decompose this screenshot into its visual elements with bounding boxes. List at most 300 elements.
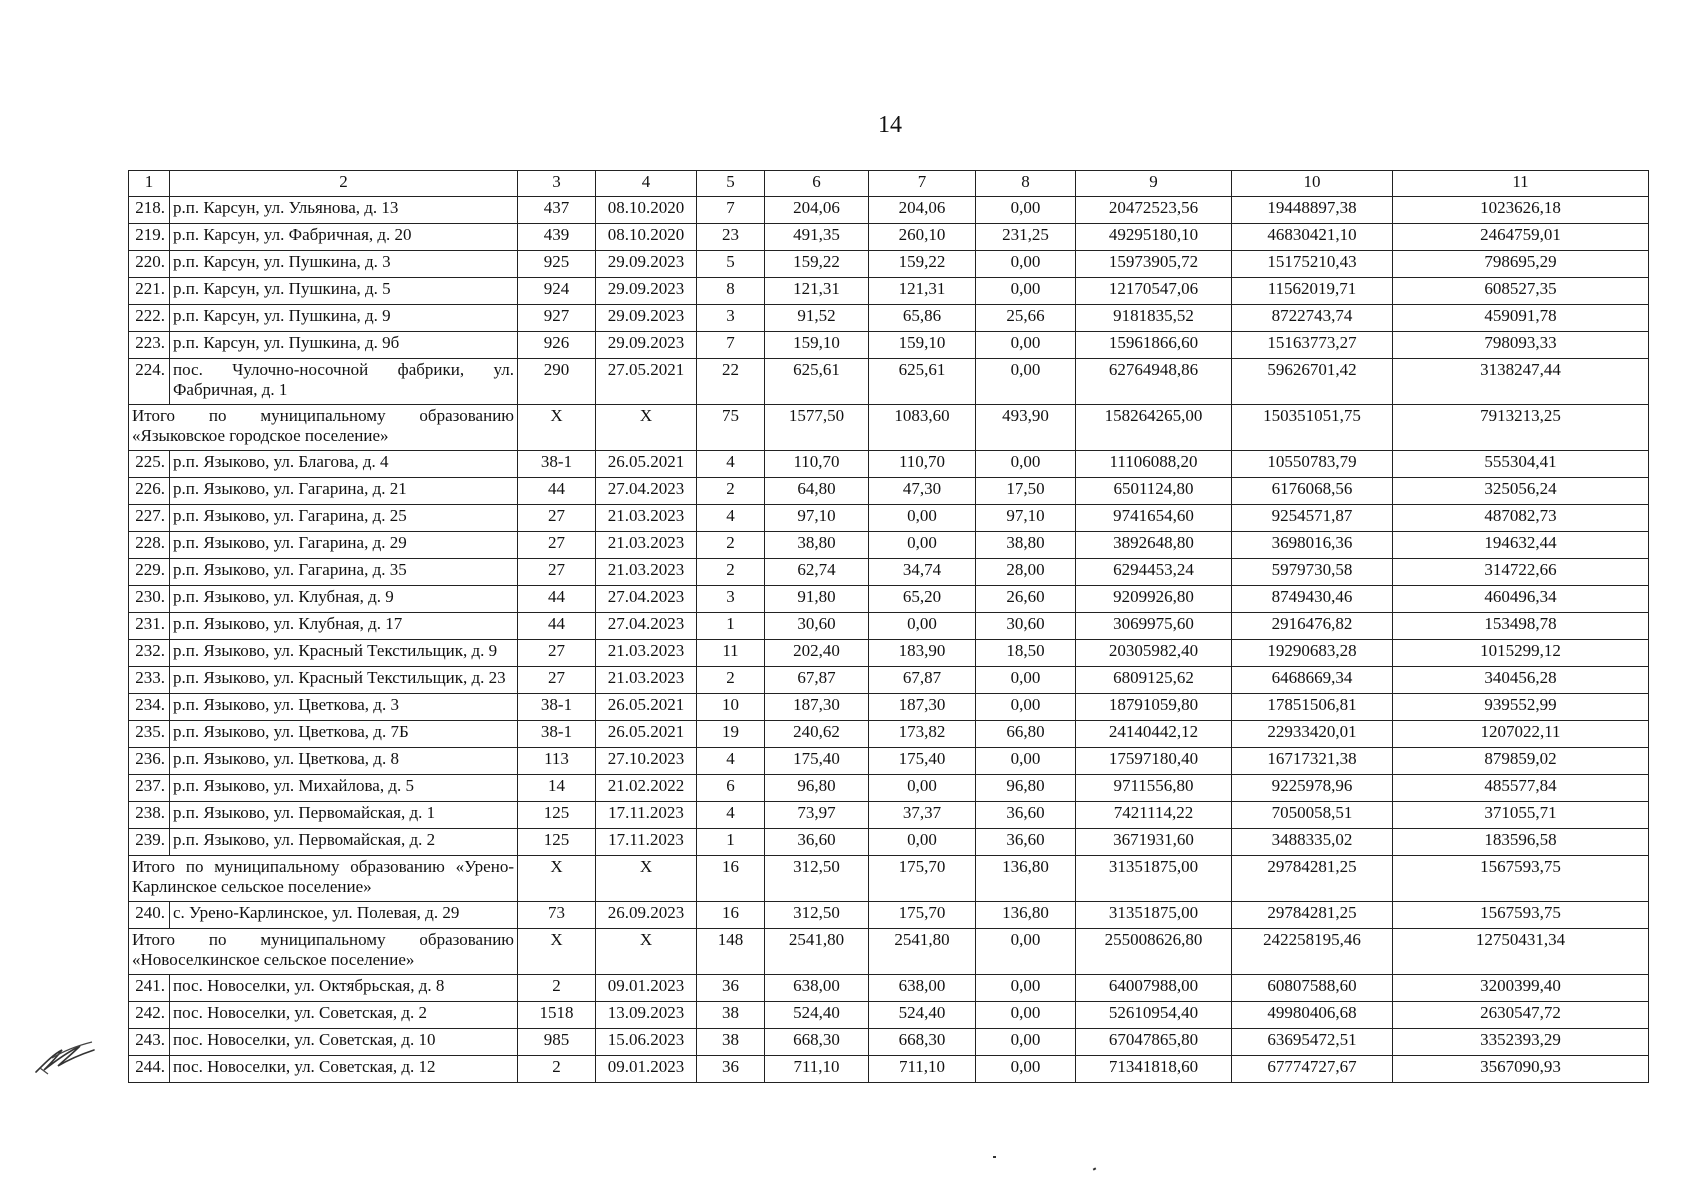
table-cell: 30,60 xyxy=(976,613,1076,640)
table-cell: 1567593,75 xyxy=(1393,856,1649,902)
table-row xyxy=(129,902,1649,929)
subtotal-label: Итого по муниципальному образованию «Языковское городское поселение» xyxy=(129,405,518,451)
table-cell: 2464759,01 xyxy=(1393,224,1649,251)
table-cell: 0,00 xyxy=(976,197,1076,224)
table-cell: 459091,78 xyxy=(1393,305,1649,332)
table-header-row xyxy=(129,171,1649,197)
table-cell: 16 xyxy=(697,902,765,929)
table-cell: 524,40 xyxy=(869,1002,976,1029)
table-cell: 240,62 xyxy=(765,721,869,748)
table-cell: 625,61 xyxy=(869,359,976,405)
address-cell: р.п. Языково, ул. Первомайская, д. 1 xyxy=(170,802,518,829)
table-cell: 187,30 xyxy=(765,694,869,721)
row-number: 226. xyxy=(129,478,170,505)
table-cell: 0,00 xyxy=(869,532,976,559)
table-cell: 27 xyxy=(518,505,596,532)
table-cell: 925 xyxy=(518,251,596,278)
table-cell: 27 xyxy=(518,640,596,667)
table-cell: 27.10.2023 xyxy=(596,748,697,775)
table-cell: 8722743,74 xyxy=(1232,305,1393,332)
table-cell: 121,31 xyxy=(765,278,869,305)
table-cell: 62764948,86 xyxy=(1076,359,1232,405)
row-number: 234. xyxy=(129,694,170,721)
table-cell: 64,80 xyxy=(765,478,869,505)
row-number: 222. xyxy=(129,305,170,332)
table-cell: 638,00 xyxy=(869,975,976,1002)
table-cell: 1518 xyxy=(518,1002,596,1029)
table-cell: 150351051,75 xyxy=(1232,405,1393,451)
table-cell: 110,70 xyxy=(869,451,976,478)
address-cell: р.п. Карсун, ул. Пушкина, д. 5 xyxy=(170,278,518,305)
table-cell: 38-1 xyxy=(518,721,596,748)
table-cell: 0,00 xyxy=(976,278,1076,305)
table-cell: 38 xyxy=(697,1029,765,1056)
table-cell: 67,87 xyxy=(765,667,869,694)
table-cell: 312,50 xyxy=(765,856,869,902)
table-cell: 26.05.2021 xyxy=(596,694,697,721)
table-cell: 175,70 xyxy=(869,856,976,902)
column-header: 2 xyxy=(170,171,518,197)
table-cell: 924 xyxy=(518,278,596,305)
table-cell: 0,00 xyxy=(976,1002,1076,1029)
table-cell: 67047865,80 xyxy=(1076,1029,1232,1056)
table-row xyxy=(129,613,1649,640)
table-cell: 153498,78 xyxy=(1393,613,1649,640)
table-cell: 9711556,80 xyxy=(1076,775,1232,802)
row-number: 225. xyxy=(129,451,170,478)
table-cell: 3567090,93 xyxy=(1393,1056,1649,1083)
table-cell: 21.03.2023 xyxy=(596,559,697,586)
table-cell: 0,00 xyxy=(869,505,976,532)
table-cell: 1015299,12 xyxy=(1393,640,1649,667)
row-number: 243. xyxy=(129,1029,170,1056)
table-cell: 7050058,51 xyxy=(1232,802,1393,829)
table-cell: 15961866,60 xyxy=(1076,332,1232,359)
table-cell: 15175210,43 xyxy=(1232,251,1393,278)
table-cell: 110,70 xyxy=(765,451,869,478)
row-number: 230. xyxy=(129,586,170,613)
address-cell: пос. Чулочно-носочной фабрики, ул. Фабричная, д. 1 xyxy=(170,359,518,405)
table-cell: 125 xyxy=(518,829,596,856)
table-cell: 927 xyxy=(518,305,596,332)
table-cell: 798695,29 xyxy=(1393,251,1649,278)
table-cell: 148 xyxy=(697,929,765,975)
table-cell: 17.11.2023 xyxy=(596,802,697,829)
table-cell: 36,60 xyxy=(976,829,1076,856)
table-cell: 19 xyxy=(697,721,765,748)
table-cell: 6468669,34 xyxy=(1232,667,1393,694)
table-cell: 9254571,87 xyxy=(1232,505,1393,532)
table-cell: 312,50 xyxy=(765,902,869,929)
table-cell: 0,00 xyxy=(976,332,1076,359)
table-cell: 4 xyxy=(697,451,765,478)
address-cell: р.п. Карсун, ул. Фабричная, д. 20 xyxy=(170,224,518,251)
table-cell: 711,10 xyxy=(765,1056,869,1083)
table-cell: 96,80 xyxy=(976,775,1076,802)
table-cell: 18,50 xyxy=(976,640,1076,667)
table-cell: 3200399,40 xyxy=(1393,975,1649,1002)
column-header: 7 xyxy=(869,171,976,197)
table-cell: 36,60 xyxy=(765,829,869,856)
table-cell: 7 xyxy=(697,332,765,359)
table-row xyxy=(129,640,1649,667)
table-cell: 10 xyxy=(697,694,765,721)
table-cell: 29.09.2023 xyxy=(596,278,697,305)
table-cell: 27.04.2023 xyxy=(596,586,697,613)
table-cell: 26.05.2021 xyxy=(596,451,697,478)
table-cell: 27.04.2023 xyxy=(596,478,697,505)
row-number: 221. xyxy=(129,278,170,305)
table-cell: 340456,28 xyxy=(1393,667,1649,694)
table-cell: 7421114,22 xyxy=(1076,802,1232,829)
table-cell: 3671931,60 xyxy=(1076,829,1232,856)
table-cell: 75 xyxy=(697,405,765,451)
table-cell: 175,40 xyxy=(869,748,976,775)
table-cell: 0,00 xyxy=(976,1056,1076,1083)
table-cell: 0,00 xyxy=(869,613,976,640)
subtotal-label: Итого по муниципальному образованию «Урено-Карлинское сельское поселение» xyxy=(129,856,518,902)
table-row xyxy=(129,586,1649,613)
table-cell: 1023626,18 xyxy=(1393,197,1649,224)
table-cell: 6176068,56 xyxy=(1232,478,1393,505)
table-cell: 3892648,80 xyxy=(1076,532,1232,559)
table-row xyxy=(129,278,1649,305)
table-cell: 3 xyxy=(697,586,765,613)
table-cell: 09.01.2023 xyxy=(596,1056,697,1083)
table-cell: 11106088,20 xyxy=(1076,451,1232,478)
table-cell: 187,30 xyxy=(869,694,976,721)
address-cell: р.п. Языково, ул. Цветкова, д. 8 xyxy=(170,748,518,775)
table-cell: 0,00 xyxy=(869,775,976,802)
scan-speck xyxy=(993,1156,996,1158)
table-cell: 985 xyxy=(518,1029,596,1056)
table-cell: 21.03.2023 xyxy=(596,532,697,559)
table-cell: 44 xyxy=(518,613,596,640)
table-cell: 65,20 xyxy=(869,586,976,613)
table-cell: 136,80 xyxy=(976,856,1076,902)
table-cell: 175,40 xyxy=(765,748,869,775)
table-cell: 21.02.2022 xyxy=(596,775,697,802)
table-cell: 2 xyxy=(697,532,765,559)
column-header: 1 xyxy=(129,171,170,197)
table-cell: 25,66 xyxy=(976,305,1076,332)
column-header: 10 xyxy=(1232,171,1393,197)
table-cell: 939552,99 xyxy=(1393,694,1649,721)
table-cell: 17597180,40 xyxy=(1076,748,1232,775)
row-number: 237. xyxy=(129,775,170,802)
table-row xyxy=(129,505,1649,532)
table-cell: 0,00 xyxy=(976,975,1076,1002)
table-cell: 183596,58 xyxy=(1393,829,1649,856)
table-cell: 2541,80 xyxy=(869,929,976,975)
scan-speck xyxy=(1093,1167,1097,1170)
table-cell: 3352393,29 xyxy=(1393,1029,1649,1056)
address-cell: р.п. Языково, ул. Цветкова, д. 7Б xyxy=(170,721,518,748)
address-cell: пос. Новоселки, ул. Советская, д. 2 xyxy=(170,1002,518,1029)
table-cell: 926 xyxy=(518,332,596,359)
table-cell: 231,25 xyxy=(976,224,1076,251)
table-cell: 0,00 xyxy=(976,694,1076,721)
table-cell: 20472523,56 xyxy=(1076,197,1232,224)
table-cell: 711,10 xyxy=(869,1056,976,1083)
table-cell: 439 xyxy=(518,224,596,251)
table-cell: 22933420,01 xyxy=(1232,721,1393,748)
table-cell: 21.03.2023 xyxy=(596,505,697,532)
row-number: 235. xyxy=(129,721,170,748)
subtotal-label: Итого по муниципальному образованию «Новоселкинское сельское поселение» xyxy=(129,929,518,975)
table-cell: 0,00 xyxy=(976,667,1076,694)
table-cell: 27.05.2021 xyxy=(596,359,697,405)
table-cell: 5979730,58 xyxy=(1232,559,1393,586)
table-cell: 17,50 xyxy=(976,478,1076,505)
table-cell: Х xyxy=(596,856,697,902)
table-cell: 204,06 xyxy=(765,197,869,224)
table-cell: 59626701,42 xyxy=(1232,359,1393,405)
table-cell: 6809125,62 xyxy=(1076,667,1232,694)
table-cell: 15973905,72 xyxy=(1076,251,1232,278)
address-cell: р.п. Карсун, ул. Пушкина, д. 9б xyxy=(170,332,518,359)
table-cell: 29.09.2023 xyxy=(596,305,697,332)
table-cell: 1 xyxy=(697,613,765,640)
row-number: 239. xyxy=(129,829,170,856)
table-cell: 555304,41 xyxy=(1393,451,1649,478)
row-number: 220. xyxy=(129,251,170,278)
table-cell: 96,80 xyxy=(765,775,869,802)
table-cell: 325056,24 xyxy=(1393,478,1649,505)
table-cell: 21.03.2023 xyxy=(596,667,697,694)
table-cell: 0,00 xyxy=(976,451,1076,478)
row-number: 242. xyxy=(129,1002,170,1029)
table-cell: 159,22 xyxy=(869,251,976,278)
column-header: 8 xyxy=(976,171,1076,197)
subtotal-row xyxy=(129,929,1649,975)
table-row xyxy=(129,478,1649,505)
table-cell: 524,40 xyxy=(765,1002,869,1029)
table-cell: 37,37 xyxy=(869,802,976,829)
table-cell: 121,31 xyxy=(869,278,976,305)
table-cell: 371055,71 xyxy=(1393,802,1649,829)
table-cell: 27 xyxy=(518,532,596,559)
table-cell: 3138247,44 xyxy=(1393,359,1649,405)
table-cell: 173,82 xyxy=(869,721,976,748)
table-cell: 38-1 xyxy=(518,451,596,478)
row-number: 227. xyxy=(129,505,170,532)
table-cell: 175,70 xyxy=(869,902,976,929)
table-cell: 3698016,36 xyxy=(1232,532,1393,559)
table-cell: 73,97 xyxy=(765,802,869,829)
table-cell: 290 xyxy=(518,359,596,405)
table-cell: 2 xyxy=(697,667,765,694)
table-cell: 36,60 xyxy=(976,802,1076,829)
table-cell: 260,10 xyxy=(869,224,976,251)
row-number: 236. xyxy=(129,748,170,775)
table-cell: 625,61 xyxy=(765,359,869,405)
table-cell: 65,86 xyxy=(869,305,976,332)
table-cell: 668,30 xyxy=(765,1029,869,1056)
table-cell: 1207022,11 xyxy=(1393,721,1649,748)
table-cell: 6 xyxy=(697,775,765,802)
table-cell: 36 xyxy=(697,975,765,1002)
table-cell: 63695472,51 xyxy=(1232,1029,1393,1056)
table-cell: 242258195,46 xyxy=(1232,929,1393,975)
address-cell: р.п. Языково, ул. Цветкова, д. 3 xyxy=(170,694,518,721)
table-cell: 71341818,60 xyxy=(1076,1056,1232,1083)
table-row xyxy=(129,559,1649,586)
table-cell: 0,00 xyxy=(976,359,1076,405)
table-cell: 24140442,12 xyxy=(1076,721,1232,748)
table-cell: 66,80 xyxy=(976,721,1076,748)
table-cell: 67,87 xyxy=(869,667,976,694)
table-row xyxy=(129,1029,1649,1056)
table-cell: 202,40 xyxy=(765,640,869,667)
table-cell: 29.09.2023 xyxy=(596,251,697,278)
table-body xyxy=(129,171,1649,1083)
table-cell: 52610954,40 xyxy=(1076,1002,1232,1029)
table-cell: 1083,60 xyxy=(869,405,976,451)
table-cell: 97,10 xyxy=(976,505,1076,532)
table-cell: 16 xyxy=(697,856,765,902)
row-number: 233. xyxy=(129,667,170,694)
table-cell: 49295180,10 xyxy=(1076,224,1232,251)
table-cell: 62,74 xyxy=(765,559,869,586)
table-cell: 491,35 xyxy=(765,224,869,251)
table-row xyxy=(129,1002,1649,1029)
column-header: 4 xyxy=(596,171,697,197)
address-cell: р.п. Языково, ул. Благова, д. 4 xyxy=(170,451,518,478)
table-cell: Х xyxy=(596,929,697,975)
table-cell: 29.09.2023 xyxy=(596,332,697,359)
table-cell: 2916476,82 xyxy=(1232,613,1393,640)
table-cell: 3488335,02 xyxy=(1232,829,1393,856)
address-cell: пос. Новоселки, ул. Октябрьская, д. 8 xyxy=(170,975,518,1002)
registry-table-container xyxy=(128,170,1648,1083)
table-cell: 15.06.2023 xyxy=(596,1029,697,1056)
address-cell: р.п. Карсун, ул. Пушкина, д. 3 xyxy=(170,251,518,278)
table-cell: 21.03.2023 xyxy=(596,640,697,667)
table-cell: Х xyxy=(596,405,697,451)
table-cell: 3069975,60 xyxy=(1076,613,1232,640)
handwritten-signature xyxy=(32,1028,102,1078)
table-cell: 9209926,80 xyxy=(1076,586,1232,613)
table-cell: 668,30 xyxy=(869,1029,976,1056)
table-row xyxy=(129,197,1649,224)
address-cell: р.п. Языково, ул. Красный Текстильщик, д. 23 xyxy=(170,667,518,694)
table-cell: 34,74 xyxy=(869,559,976,586)
row-number: 223. xyxy=(129,332,170,359)
table-cell: 19448897,38 xyxy=(1232,197,1393,224)
row-number: 232. xyxy=(129,640,170,667)
table-row xyxy=(129,224,1649,251)
table-cell: 6294453,24 xyxy=(1076,559,1232,586)
table-cell: 159,10 xyxy=(765,332,869,359)
table-cell: 0,00 xyxy=(869,829,976,856)
table-cell: 17.11.2023 xyxy=(596,829,697,856)
address-cell: пос. Новоселки, ул. Советская, д. 10 xyxy=(170,1029,518,1056)
table-cell: 67774727,67 xyxy=(1232,1056,1393,1083)
table-cell: 36 xyxy=(697,1056,765,1083)
table-row xyxy=(129,775,1649,802)
row-number: 224. xyxy=(129,359,170,405)
row-number: 231. xyxy=(129,613,170,640)
table-cell: 19290683,28 xyxy=(1232,640,1393,667)
table-cell: 493,90 xyxy=(976,405,1076,451)
column-header: 3 xyxy=(518,171,596,197)
table-cell: 194632,44 xyxy=(1393,532,1649,559)
row-number: 240. xyxy=(129,902,170,929)
table-cell: 23 xyxy=(697,224,765,251)
table-cell: 0,00 xyxy=(976,1029,1076,1056)
table-cell: 7913213,25 xyxy=(1393,405,1649,451)
table-row xyxy=(129,332,1649,359)
table-cell: 2 xyxy=(697,559,765,586)
table-cell: 08.10.2020 xyxy=(596,224,697,251)
table-cell: 204,06 xyxy=(869,197,976,224)
table-row xyxy=(129,251,1649,278)
table-cell: 12170547,06 xyxy=(1076,278,1232,305)
table-cell: 2 xyxy=(697,478,765,505)
table-cell: 608527,35 xyxy=(1393,278,1649,305)
table-cell: 30,60 xyxy=(765,613,869,640)
table-cell: 13.09.2023 xyxy=(596,1002,697,1029)
address-cell: р.п. Карсун, ул. Ульянова, д. 13 xyxy=(170,197,518,224)
table-cell: 7 xyxy=(697,197,765,224)
table-cell: Х xyxy=(518,929,596,975)
table-cell: 798093,33 xyxy=(1393,332,1649,359)
table-cell: 09.01.2023 xyxy=(596,975,697,1002)
table-row xyxy=(129,721,1649,748)
table-cell: 8749430,46 xyxy=(1232,586,1393,613)
table-cell: 17851506,81 xyxy=(1232,694,1393,721)
table-cell: 8 xyxy=(697,278,765,305)
table-cell: 16717321,38 xyxy=(1232,748,1393,775)
table-cell: 485577,84 xyxy=(1393,775,1649,802)
table-row xyxy=(129,748,1649,775)
table-cell: 314722,66 xyxy=(1393,559,1649,586)
table-cell: 2541,80 xyxy=(765,929,869,975)
table-row xyxy=(129,359,1649,405)
table-cell: 64007988,00 xyxy=(1076,975,1232,1002)
table-cell: 6501124,80 xyxy=(1076,478,1232,505)
table-cell: 46830421,10 xyxy=(1232,224,1393,251)
table-cell: 11 xyxy=(697,640,765,667)
address-cell: р.п. Карсун, ул. Пушкина, д. 9 xyxy=(170,305,518,332)
table-row xyxy=(129,1056,1649,1083)
table-cell: 47,30 xyxy=(869,478,976,505)
table-cell: 38 xyxy=(697,1002,765,1029)
address-cell: р.п. Языково, ул. Первомайская, д. 2 xyxy=(170,829,518,856)
table-cell: 29784281,25 xyxy=(1232,902,1393,929)
table-cell: 29784281,25 xyxy=(1232,856,1393,902)
table-cell: 38,80 xyxy=(976,532,1076,559)
row-number: 244. xyxy=(129,1056,170,1083)
table-cell: 38,80 xyxy=(765,532,869,559)
table-cell: 159,10 xyxy=(869,332,976,359)
table-cell: 879859,02 xyxy=(1393,748,1649,775)
column-header: 9 xyxy=(1076,171,1232,197)
table-cell: 26,60 xyxy=(976,586,1076,613)
subtotal-row xyxy=(129,405,1649,451)
table-cell: 44 xyxy=(518,478,596,505)
table-cell: 15163773,27 xyxy=(1232,332,1393,359)
table-cell: 12750431,34 xyxy=(1393,929,1649,975)
table-cell: 2 xyxy=(518,975,596,1002)
table-cell: 27.04.2023 xyxy=(596,613,697,640)
table-cell: 60807588,60 xyxy=(1232,975,1393,1002)
table-row xyxy=(129,532,1649,559)
address-cell: р.п. Языково, ул. Гагарина, д. 35 xyxy=(170,559,518,586)
table-cell: 1567593,75 xyxy=(1393,902,1649,929)
table-row xyxy=(129,802,1649,829)
